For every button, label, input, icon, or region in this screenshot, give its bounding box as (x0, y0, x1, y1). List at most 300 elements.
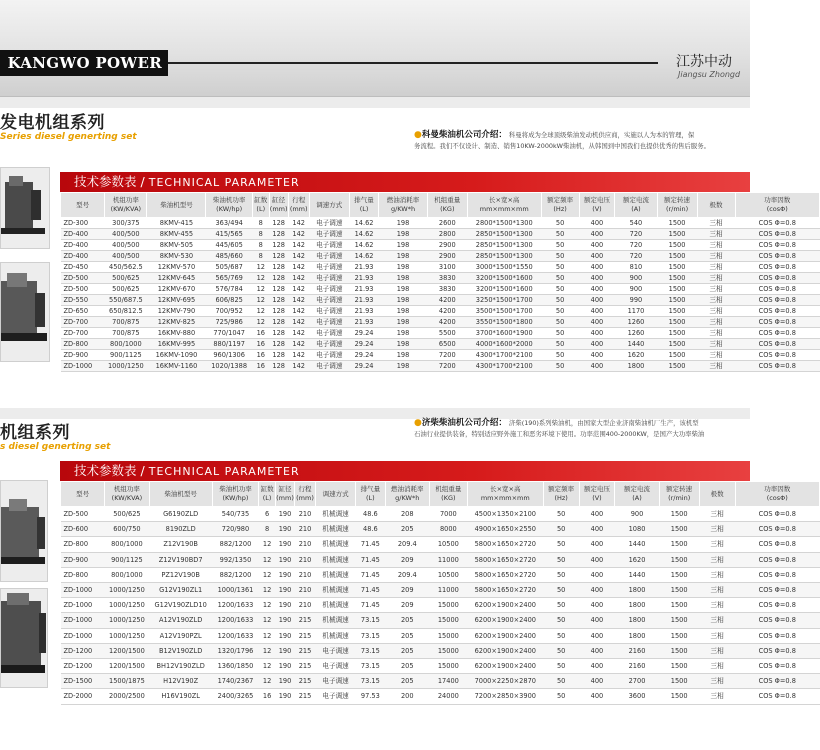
table-cell: 12 (252, 284, 269, 295)
column-header: 缸径 (mm) (276, 482, 295, 507)
table-cell: 142 (288, 361, 309, 372)
column-header: 燃油消耗率 g/KW*h (385, 482, 429, 507)
table-cell: 198 (379, 306, 427, 317)
table-cell: 205 (385, 522, 429, 537)
table-cell: 3200*1500*1600 (467, 284, 541, 295)
table-cell: ZD-800 (61, 339, 105, 350)
table-cell: 400 (579, 361, 615, 372)
table-cell: 1260 (615, 328, 657, 339)
table-cell: COS Φ=0.8 (735, 361, 819, 372)
table-cell: 540 (615, 218, 657, 229)
table-cell: 2800*1500*1300 (467, 218, 541, 229)
table-cell: 128 (269, 328, 288, 339)
table-cell: 15000 (429, 628, 467, 643)
table-row (61, 522, 820, 537)
table-cell: 三相 (697, 229, 735, 240)
table-cell: 400 (579, 251, 615, 262)
table-cell: 1200/1500 (105, 659, 149, 674)
table-cell: ZD-1000 (61, 583, 105, 598)
table-cell: 17400 (429, 674, 467, 689)
table-cell: ZD-1000 (61, 361, 105, 372)
table-cell: 209 (385, 583, 429, 598)
table-cell: 12 (259, 613, 276, 628)
company-name-cn: 江苏中动 (676, 54, 732, 70)
table-cell: 2600 (427, 218, 467, 229)
table-row (61, 674, 820, 689)
table-cell: 12 (252, 317, 269, 328)
table-cell: 215 (294, 689, 315, 704)
table-cell: 770/1047 (206, 328, 252, 339)
table-cell: COS Φ=0.8 (735, 295, 819, 306)
column-header: 缸径 (mm) (269, 193, 288, 218)
table-cell: 三相 (699, 613, 735, 628)
table-cell: 16KMV-995 (147, 339, 206, 350)
table-cell: 1500 (657, 295, 697, 306)
table-cell: 机械调速 (316, 552, 356, 567)
table-cell: 190 (276, 552, 295, 567)
table-cell: 400 (579, 339, 615, 350)
table-cell: 16KMV-1160 (147, 361, 206, 372)
table-row (61, 306, 820, 317)
table-cell: 198 (379, 284, 427, 295)
generator-photo-1 (0, 167, 50, 249)
table-cell: 800/1000 (105, 567, 149, 582)
table-row (61, 317, 820, 328)
table-cell: 12KMV-790 (147, 306, 206, 317)
column-header: 额定转速 (r/min) (657, 193, 697, 218)
table-cell: 三相 (699, 583, 735, 598)
table-cell: 600/750 (105, 522, 149, 537)
table-cell: 3830 (427, 273, 467, 284)
table-cell: 3250*1500*1700 (467, 295, 541, 306)
table-cell: 三相 (697, 328, 735, 339)
table-cell: 720/980 (212, 522, 258, 537)
table-cell: 3830 (427, 284, 467, 295)
table-cell: 190 (276, 583, 295, 598)
table-cell: 机械调速 (316, 598, 356, 613)
table-cell: 4500×1350×2100 (467, 507, 543, 522)
table-cell: 50 (541, 295, 579, 306)
brand-logo: KANGWO POWER (0, 50, 168, 76)
column-header: 功率因数 (cosΦ) (735, 482, 819, 507)
table-cell: 1800 (615, 598, 659, 613)
table-cell: BH12V190ZLD (149, 659, 212, 674)
section1-intro-title: 科曼柴油机公司介绍： (421, 130, 507, 140)
table-cell: 机械调速 (316, 628, 356, 643)
column-header: 长×宽×高 mm×mm×mm (467, 482, 543, 507)
table-cell: 142 (288, 350, 309, 361)
table-cell: ZD-550 (61, 295, 105, 306)
table-cell: COS Φ=0.8 (735, 628, 819, 643)
table-cell: 505/687 (206, 262, 252, 273)
section2-spec-panel (60, 461, 796, 705)
table-cell: A12V190PZL (149, 628, 212, 643)
table-cell: 48.6 (356, 522, 386, 537)
table-cell: 三相 (697, 317, 735, 328)
table-cell: 2850*1500*1300 (467, 229, 541, 240)
table-cell: 7000 (429, 507, 467, 522)
table-cell: H12V190Z (149, 674, 212, 689)
table-cell: ZD-900 (61, 552, 105, 567)
table-cell: 400 (579, 350, 615, 361)
table-cell: COS Φ=0.8 (735, 507, 819, 522)
section2-intro (414, 418, 750, 439)
page-header (0, 0, 750, 97)
table-cell: 50 (543, 674, 579, 689)
table-cell: 400 (579, 328, 615, 339)
table-cell: 400 (579, 240, 615, 251)
table-cell: 882/1200 (212, 567, 258, 582)
table-cell: 71.45 (356, 598, 386, 613)
table-cell: 1500 (659, 507, 699, 522)
table-cell: 1440 (615, 537, 659, 552)
table-cell: 800/1000 (105, 339, 147, 350)
table-cell: 50 (541, 240, 579, 251)
table-cell: 电子调速 (309, 262, 349, 273)
table-cell: 50 (543, 552, 579, 567)
table-cell: 29.24 (349, 350, 379, 361)
table-cell: 6500 (427, 339, 467, 350)
column-header: 行程 (mm) (288, 193, 309, 218)
table-cell: 363/494 (206, 218, 252, 229)
table-row (61, 567, 820, 582)
table-cell: 16 (252, 328, 269, 339)
table-cell: 400 (579, 674, 615, 689)
table-cell: 210 (294, 537, 315, 552)
table-cell: 21.93 (349, 317, 379, 328)
table-cell: 485/660 (206, 251, 252, 262)
table-cell: 8 (252, 218, 269, 229)
table-cell: 198 (379, 317, 427, 328)
table-cell: 210 (294, 567, 315, 582)
table-cell: 400/500 (105, 240, 147, 251)
table-cell: 8 (259, 522, 276, 537)
table-cell: 1800 (615, 628, 659, 643)
divider-band (0, 97, 750, 108)
table-cell: 12 (252, 262, 269, 273)
table-cell: 1200/1633 (212, 628, 258, 643)
table-cell: 142 (288, 295, 309, 306)
table-cell: 128 (269, 284, 288, 295)
table-cell: 机械调速 (316, 583, 356, 598)
table-cell: 10500 (429, 567, 467, 582)
table-cell: 1500 (657, 306, 697, 317)
table-row (61, 537, 820, 552)
table-cell: 880/1197 (206, 339, 252, 350)
table-cell: 71.45 (356, 583, 386, 598)
table-cell: 142 (288, 339, 309, 350)
table-cell: 3600 (615, 689, 659, 704)
table-cell: 50 (543, 507, 579, 522)
table-cell: 1500 (657, 339, 697, 350)
table-cell: 8KMV-415 (147, 218, 206, 229)
column-header: 柴油机型号 (147, 193, 206, 218)
table-cell: 300/375 (105, 218, 147, 229)
table-cell: 机械调速 (316, 507, 356, 522)
table-cell: COS Φ=0.8 (735, 537, 819, 552)
table-cell: 2700 (615, 674, 659, 689)
table-cell: 205 (385, 628, 429, 643)
table-cell: COS Φ=0.8 (735, 522, 819, 537)
section1-intro-line1: 科曼将成为全球顶级柴油发动机供应商，实施以人为本的管理，保 (508, 131, 695, 139)
table-cell: 198 (379, 240, 427, 251)
table-cell: 215 (294, 643, 315, 658)
table-cell: COS Φ=0.8 (735, 317, 819, 328)
table-cell: 50 (541, 218, 579, 229)
table-cell: 12 (259, 628, 276, 643)
table-cell: G6190ZLD (149, 507, 212, 522)
table-cell: 128 (269, 339, 288, 350)
table-cell: 209.4 (385, 567, 429, 582)
table-cell: 900 (615, 273, 657, 284)
table-cell: 1740/2367 (212, 674, 258, 689)
table-cell: 1260 (615, 317, 657, 328)
table-cell: 73.15 (356, 613, 386, 628)
table-cell: 128 (269, 350, 288, 361)
table-cell: COS Φ=0.8 (735, 339, 819, 350)
column-header: 柴油机功率 (KW/hp) (212, 482, 258, 507)
table-cell: 6200×1900×2400 (467, 613, 543, 628)
table-cell: 1020/1388 (206, 361, 252, 372)
table-cell: ZD-400 (61, 240, 105, 251)
table-cell: 3700*1600*1900 (467, 328, 541, 339)
table-cell: 1000/1250 (105, 583, 149, 598)
table-cell: 71.45 (356, 567, 386, 582)
table-cell: 12 (259, 643, 276, 658)
table-cell: 电子调速 (309, 218, 349, 229)
table-row (61, 598, 820, 613)
table-cell: 三相 (697, 218, 735, 229)
table-cell: ZD-800 (61, 537, 105, 552)
table-cell: 21.93 (349, 262, 379, 273)
table-cell: 990 (615, 295, 657, 306)
column-header: 功率因数 (cosΦ) (735, 193, 819, 218)
table-cell: 5800×1650×2720 (467, 537, 543, 552)
table-cell: 4300*1700*2100 (467, 350, 541, 361)
table-cell: 三相 (697, 262, 735, 273)
table-cell: 电子调速 (309, 240, 349, 251)
table-cell: 128 (269, 218, 288, 229)
table-cell: COS Φ=0.8 (735, 643, 819, 658)
header-rule (168, 62, 658, 64)
table-cell: 1500 (659, 613, 699, 628)
section1-spec-title-en: TECHNICAL PARAMETER (148, 176, 300, 189)
table-cell: 50 (541, 284, 579, 295)
table-cell: 205 (385, 643, 429, 658)
table-cell: 三相 (697, 350, 735, 361)
table-cell: 电子调速 (309, 273, 349, 284)
table-cell: 1440 (615, 339, 657, 350)
table-cell: 190 (276, 628, 295, 643)
table-cell: 1800 (615, 361, 657, 372)
table-cell: 900/1125 (105, 350, 147, 361)
table-row (61, 240, 820, 251)
table-cell: H16V190ZL (149, 689, 212, 704)
table-cell: 三相 (697, 284, 735, 295)
table-cell: 三相 (699, 522, 735, 537)
table-cell: 1500 (659, 552, 699, 567)
table-cell: 198 (379, 273, 427, 284)
table-cell: 三相 (699, 689, 735, 704)
table-cell: 128 (269, 361, 288, 372)
table-cell: 1080 (615, 522, 659, 537)
table-cell: 1000/1250 (105, 628, 149, 643)
table-cell: 4200 (427, 295, 467, 306)
table-cell: 1500 (659, 643, 699, 658)
table-cell: 1800 (615, 613, 659, 628)
table-cell: 50 (541, 306, 579, 317)
table-cell: 1500 (659, 674, 699, 689)
table-row (61, 350, 820, 361)
table-cell: 215 (294, 674, 315, 689)
table-cell: 50 (541, 262, 579, 273)
table-cell: 4200 (427, 317, 467, 328)
table-cell: 5500 (427, 328, 467, 339)
section2-spec-header: 技术参数表 / TECHNICAL PARAMETER (60, 461, 750, 481)
table-cell: ZD-300 (61, 218, 105, 229)
table-cell: 4300*1700*2100 (467, 361, 541, 372)
table-cell: 198 (379, 339, 427, 350)
table-cell: ZD-500 (61, 273, 105, 284)
table-cell: 209 (385, 552, 429, 567)
table-cell: 142 (288, 317, 309, 328)
table-cell: 1500 (657, 317, 697, 328)
table-cell: 15000 (429, 598, 467, 613)
table-cell: 1620 (615, 552, 659, 567)
table-cell: 电子调速 (309, 306, 349, 317)
column-header: 长×宽×高 mm×mm×mm (467, 193, 541, 218)
table-cell: 1500 (657, 328, 697, 339)
table-cell: 1500 (659, 537, 699, 552)
table-cell: 1500 (659, 598, 699, 613)
table-cell: 50 (543, 659, 579, 674)
table-cell: 3200*1500*1600 (467, 273, 541, 284)
table-cell: 7000×2250×2870 (467, 674, 543, 689)
table-cell: ZD-600 (61, 522, 105, 537)
table-cell: 400/500 (105, 251, 147, 262)
table-cell: 12 (259, 598, 276, 613)
table-row (61, 328, 820, 339)
section1-intro-line2: 务流程。我们不仅设计、制造、销售10KW-2000kW柴油机，从韩国到中国我们也提供优秀的售后服务。 (414, 141, 710, 150)
table-cell: 1500 (657, 262, 697, 273)
table-cell: 12KMV-570 (147, 262, 206, 273)
table-cell: 15000 (429, 613, 467, 628)
table-cell: ZD-900 (61, 350, 105, 361)
table-cell: 6200×1900×2400 (467, 643, 543, 658)
table-cell: 电子调速 (309, 229, 349, 240)
column-header: 机组重量 (KG) (427, 193, 467, 218)
table-cell: 三相 (697, 240, 735, 251)
table-cell: 15000 (429, 643, 467, 658)
table-cell: 142 (288, 262, 309, 273)
table-cell: 992/1350 (212, 552, 258, 567)
table-cell: 725/986 (206, 317, 252, 328)
table-cell: 400 (579, 273, 615, 284)
table-cell: COS Φ=0.8 (735, 613, 819, 628)
table-cell: 400 (579, 567, 615, 582)
column-header: 排气量 (L) (356, 482, 386, 507)
table-cell: ZD-400 (61, 251, 105, 262)
generator-photo-4 (0, 588, 48, 688)
section1-title: 发电机组系列 (0, 113, 105, 133)
section2-spec-title-cn: 技术参数表 (74, 463, 137, 478)
section2-intro-line1: 济柴(190)系列柴油机，由国家大型企业济南柴油机厂生产，该机型 (508, 419, 699, 427)
table-cell: 16KMV-1090 (147, 350, 206, 361)
table-cell: 21.93 (349, 273, 379, 284)
table-cell: 190 (276, 613, 295, 628)
table-cell: 400 (579, 306, 615, 317)
table-cell: 三相 (697, 295, 735, 306)
table-cell: ZD-1500 (61, 674, 105, 689)
table-cell: 三相 (699, 659, 735, 674)
table-cell: 50 (543, 643, 579, 658)
table-cell: 12 (252, 306, 269, 317)
table-row (61, 659, 820, 674)
table-cell: 电子调速 (316, 659, 356, 674)
table-cell: ZD-800 (61, 567, 105, 582)
column-header: 调速方式 (316, 482, 356, 507)
table-cell: 4900×1650×2550 (467, 522, 543, 537)
table-row (61, 262, 820, 273)
section2-subtitle: s diesel generting set (0, 442, 111, 452)
table-cell: 50 (541, 350, 579, 361)
table-cell: 1440 (615, 567, 659, 582)
table-cell: 16 (259, 689, 276, 704)
table-cell: 三相 (697, 306, 735, 317)
column-header: 额定电流 (A) (615, 482, 659, 507)
table-cell: 12 (259, 567, 276, 582)
table-cell: 550/687.5 (105, 295, 147, 306)
table-cell: 50 (543, 628, 579, 643)
table-cell: 10500 (429, 537, 467, 552)
bullet-icon: ● (414, 418, 422, 428)
table-cell: 400 (579, 537, 615, 552)
table-cell: 1500 (657, 251, 697, 262)
table-cell: 128 (269, 295, 288, 306)
column-header: 机组功率 (KW/KVA) (105, 193, 147, 218)
table-cell: 机械调速 (316, 537, 356, 552)
table-cell: 2850*1500*1300 (467, 251, 541, 262)
table-cell: 900 (615, 507, 659, 522)
table-cell: 机械调速 (316, 613, 356, 628)
table-cell: 3000*1500*1550 (467, 262, 541, 273)
table-cell: 400 (579, 628, 615, 643)
table-cell: 12 (259, 674, 276, 689)
table-cell: 1170 (615, 306, 657, 317)
table-cell: 128 (269, 262, 288, 273)
table-cell: 12 (259, 537, 276, 552)
table-cell: G12V190ZLD10 (149, 598, 212, 613)
table-cell: COS Φ=0.8 (735, 229, 819, 240)
table-cell: 97.53 (356, 689, 386, 704)
table-cell: 208 (385, 507, 429, 522)
table-cell: 1000/1250 (105, 598, 149, 613)
table-cell: Z12V190B (149, 537, 212, 552)
table-cell: 3550*1500*1800 (467, 317, 541, 328)
table-cell: 190 (276, 659, 295, 674)
table-cell: 29.24 (349, 361, 379, 372)
table-row (61, 361, 820, 372)
table-cell: 电子调速 (309, 251, 349, 262)
table-cell: 142 (288, 240, 309, 251)
table-cell: 210 (294, 507, 315, 522)
section2-intro-line2: 石油行业提供装备，特别适应野外施工和恶劣环境下使用。功率范围400-2000KW，是国产大功率柴油 (414, 429, 705, 438)
table-cell: 50 (543, 689, 579, 704)
table-cell: 1500 (657, 218, 697, 229)
table-cell: 71.45 (356, 537, 386, 552)
table-cell: 16 (252, 350, 269, 361)
table-cell: ZD-1200 (61, 659, 105, 674)
